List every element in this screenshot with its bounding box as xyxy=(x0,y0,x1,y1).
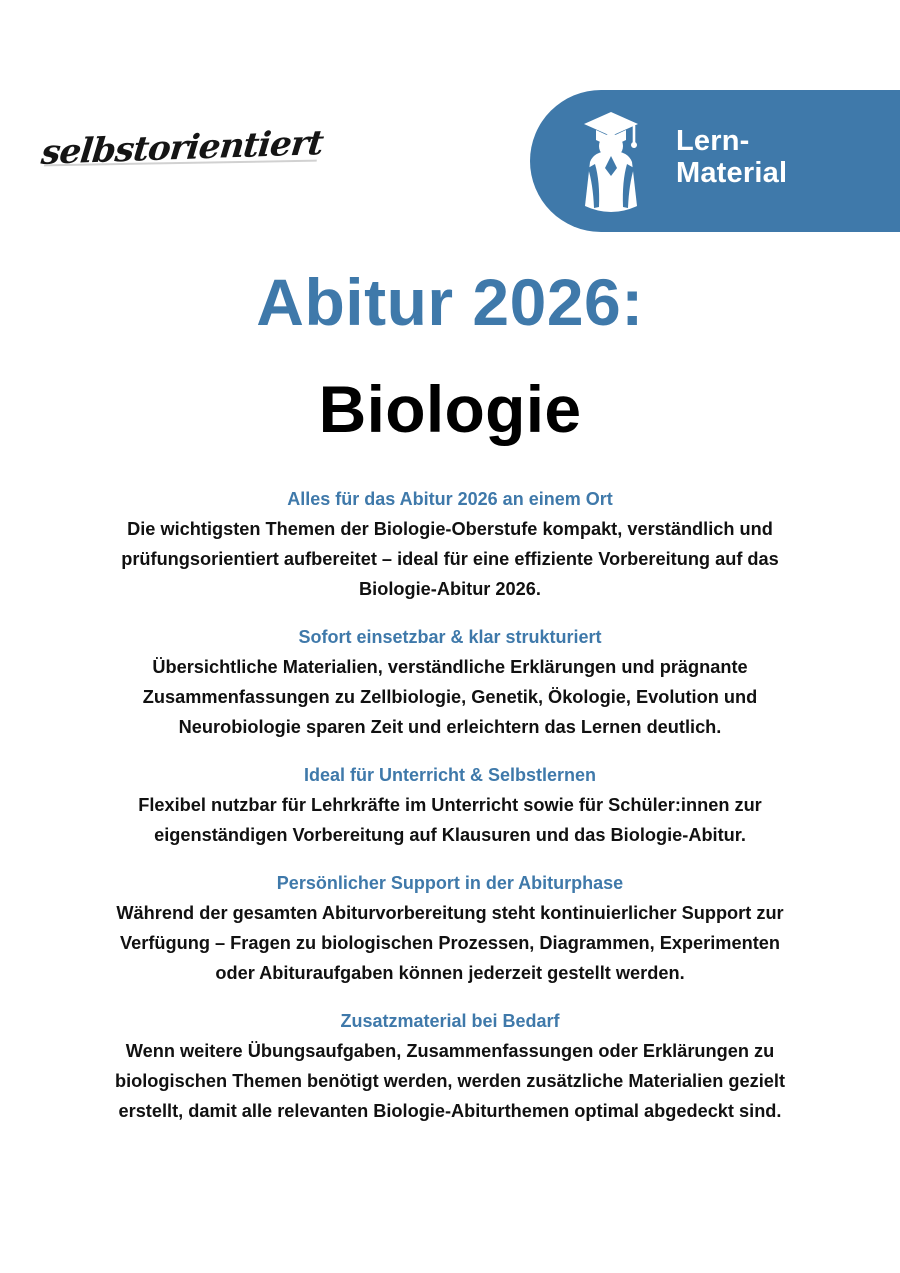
feature-title: Zusatzmaterial bei Bedarf xyxy=(340,1011,560,1031)
feature-text-line: Die wichtigsten Themen der Biologie-Oberstufe kompakt, verständlich und xyxy=(127,519,773,539)
feature-title: Sofort einsetzbar & klar strukturiert xyxy=(298,627,602,647)
feature-text-line: Flexibel nutzbar für Lehrkräfte im Unterricht sowie für Schüler:innen zur xyxy=(138,795,762,815)
feature-text-line: Neurobiologie sparen Zeit und erleichtern das Lernen deutlich. xyxy=(178,717,722,737)
page-subtitle: Biologie xyxy=(318,372,582,446)
feature-text-line: oder Abituraufgaben können jederzeit gestellt werden. xyxy=(215,963,685,983)
feature-text-line: biologischen Themen benötigt werden, werden zusätzliche Materialien gezielt xyxy=(114,1071,786,1091)
feature-text-line: Biologie-Abitur 2026. xyxy=(359,579,541,599)
feature-text-line: erstellt, damit alle relevanten Biologie-Abiturthemen optimal abgedeckt sind. xyxy=(118,1101,782,1121)
feature-section-all-in-one xyxy=(54,485,846,604)
feature-text-line: eigenständigen Vorbereitung auf Klausuren und das Biologie-Abitur. xyxy=(154,825,746,845)
feature-section-support xyxy=(54,869,846,988)
feature-title: Alles für das Abitur 2026 an einem Ort xyxy=(287,489,613,509)
feature-sections xyxy=(54,485,846,1145)
feature-title: Ideal für Unterricht & Selbstlernen xyxy=(303,765,597,785)
learning-material-badge xyxy=(530,90,900,232)
badge-label-line-1: Lern- xyxy=(676,125,750,157)
feature-text-line: prüfungsorientiert aufbereitet – ideal für eine effiziente Vorbereitung auf das xyxy=(121,549,779,569)
badge-label xyxy=(676,125,787,189)
feature-text-line: Übersichtliche Materialien, verständliche Erklärungen und prägnante xyxy=(152,657,748,677)
badge-label-line-2: Material xyxy=(676,157,788,189)
feature-section-teaching xyxy=(54,761,846,850)
brand-logo: selbstorientiert xyxy=(39,123,325,173)
page-title: Abitur 2026: xyxy=(256,265,644,339)
graduate-student-icon xyxy=(572,106,650,216)
feature-text-line: Verfügung – Fragen zu biologischen Prozessen, Diagrammen, Experimenten xyxy=(120,933,780,953)
feature-text-line: Während der gesamten Abiturvorbereitung steht kontinuierlicher Support zur xyxy=(116,903,784,923)
feature-text-line: Zusammenfassungen zu Zellbiologie, Genetik, Ökologie, Evolution und xyxy=(142,687,758,707)
feature-title: Persönlicher Support in der Abiturphase xyxy=(276,873,624,893)
feature-text-line: Wenn weitere Übungsaufgaben, Zusammenfassungen oder Erklärungen zu xyxy=(125,1041,775,1061)
feature-section-extra-material xyxy=(54,1007,846,1126)
feature-section-structured xyxy=(54,623,846,742)
